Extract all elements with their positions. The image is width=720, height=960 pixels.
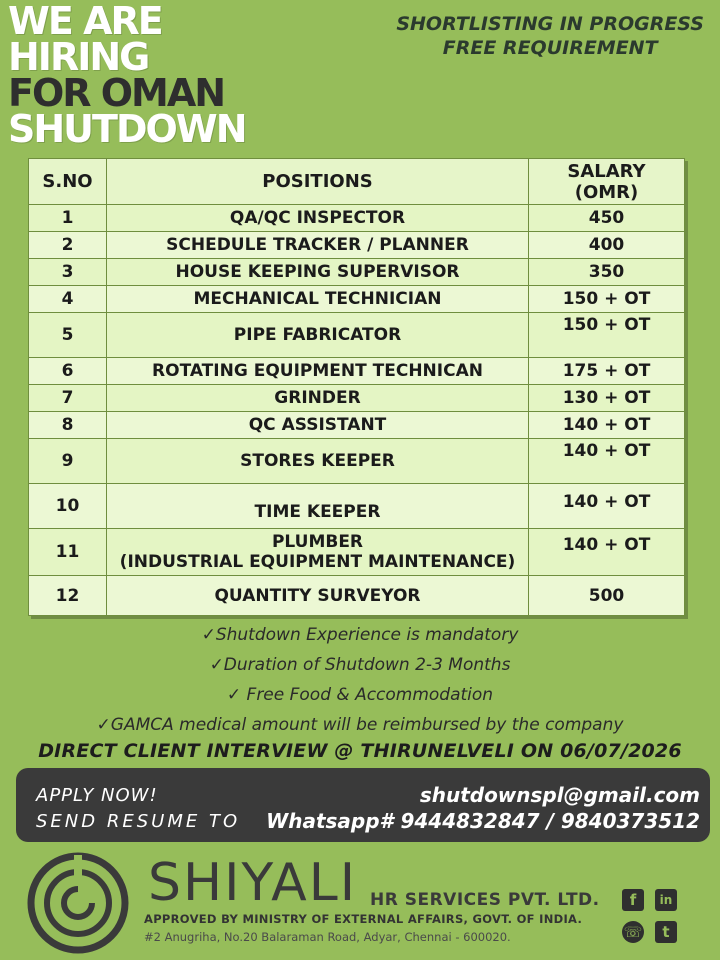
row-position-line-2: (INDUSTRIAL EQUIPMENT MAINTENANCE) xyxy=(119,552,516,572)
company-address: #2 Anugriha, No.20 Balaraman Road, Adyar, Chennai - 600020. xyxy=(144,930,511,944)
row-sno: 8 xyxy=(29,412,107,439)
header-sno: S.NO xyxy=(29,159,107,205)
row-position: QA/QC INSPECTOR xyxy=(107,205,529,232)
note-item: ✓ Free Food & Accommodation xyxy=(226,685,494,705)
row-salary: 140 + OT xyxy=(529,412,685,439)
table-row xyxy=(29,358,685,385)
note-item: ✓Shutdown Experience is mandatory xyxy=(201,625,519,645)
row-sno: 3 xyxy=(29,259,107,286)
table-row xyxy=(29,439,685,484)
row-position: TIME KEEPER xyxy=(107,484,529,529)
row-sno: 2 xyxy=(29,232,107,259)
table-row xyxy=(29,205,685,232)
table-row xyxy=(29,259,685,286)
row-position xyxy=(107,529,529,576)
row-sno: 1 xyxy=(29,205,107,232)
company-hr-services: HR SERVICES PVT. LTD. xyxy=(370,890,600,910)
table-row xyxy=(29,385,685,412)
company-brand: SHIYALI xyxy=(148,853,358,913)
interview-info: DIRECT CLIENT INTERVIEW @ THIRUNELVELI ON 06/07/2026 xyxy=(38,740,682,762)
table-header-row xyxy=(29,159,685,205)
row-sno: 10 xyxy=(29,484,107,529)
row-salary: 140 + OT xyxy=(529,484,685,529)
table-row xyxy=(29,286,685,313)
headline-line-4: SHUTDOWN xyxy=(8,107,246,151)
row-salary: 130 + OT xyxy=(529,385,685,412)
row-position: SCHEDULE TRACKER / PLANNER xyxy=(107,232,529,259)
table-row xyxy=(29,412,685,439)
row-salary: 140 + OT xyxy=(529,439,685,484)
row-sno: 12 xyxy=(29,576,107,616)
row-sno: 9 xyxy=(29,439,107,484)
row-sno: 7 xyxy=(29,385,107,412)
row-position: QC ASSISTANT xyxy=(107,412,529,439)
send-resume-label: SEND RESUME TO xyxy=(36,811,241,832)
table-row xyxy=(29,529,685,576)
headline-line-3: FOR OMAN xyxy=(8,71,225,115)
facebook-icon[interactable]: f xyxy=(622,889,644,911)
positions-table xyxy=(28,158,685,616)
note-item: ✓Duration of Shutdown 2-3 Months xyxy=(209,655,511,675)
row-salary: 350 xyxy=(529,259,685,286)
headline-line-2: HIRING xyxy=(8,35,149,79)
email-link[interactable]: shutdownspl@gmail.com xyxy=(419,783,700,807)
header-positions: POSITIONS xyxy=(107,159,529,205)
table-row xyxy=(29,576,685,616)
whatsapp-icon[interactable]: ☏ xyxy=(623,923,643,941)
row-position: HOUSE KEEPING SUPERVISOR xyxy=(107,259,529,286)
note-item: ✓GAMCA medical amount will be reimbursed by the company xyxy=(96,715,624,735)
top-note-line-2: FREE REQUIREMENT xyxy=(442,37,658,59)
row-position: STORES KEEPER xyxy=(107,439,529,484)
row-sno: 4 xyxy=(29,286,107,313)
row-sno: 11 xyxy=(29,529,107,576)
row-salary: 175 + OT xyxy=(529,358,685,385)
header-salary xyxy=(529,159,685,205)
company-approval: APPROVED BY MINISTRY OF EXTERNAL AFFAIRS, GOVT. OF INDIA. xyxy=(144,912,583,926)
table-row xyxy=(29,232,685,259)
row-position: QUANTITY SURVEYOR xyxy=(107,576,529,616)
row-salary: 500 xyxy=(529,576,685,616)
row-salary: 140 + OT xyxy=(529,529,685,576)
linkedin-icon[interactable]: in xyxy=(655,889,677,911)
whatsapp-numbers[interactable]: Whatsapp# 9444832847 / 9840373512 xyxy=(266,809,700,833)
headline-line-1: WE ARE xyxy=(8,0,162,43)
row-salary: 150 + OT xyxy=(529,313,685,358)
top-note-line-1: SHORTLISTING IN PROGRESS xyxy=(396,13,704,35)
twitter-icon[interactable]: t xyxy=(655,921,677,943)
apply-box xyxy=(16,768,710,842)
row-salary: 450 xyxy=(529,205,685,232)
apply-now-label: APPLY NOW! xyxy=(36,785,158,806)
requirements-notes xyxy=(0,620,720,740)
header-salary-line-1: SALARY xyxy=(567,160,646,182)
row-sno: 5 xyxy=(29,313,107,358)
row-sno: 6 xyxy=(29,358,107,385)
row-position: GRINDER xyxy=(107,385,529,412)
row-salary: 400 xyxy=(529,232,685,259)
row-position: PIPE FABRICATOR xyxy=(107,313,529,358)
row-position: MECHANICAL TECHNICIAN xyxy=(107,286,529,313)
company-logo-icon xyxy=(26,851,130,955)
header-salary-line-2: (OMR) xyxy=(574,181,639,203)
table-row xyxy=(29,484,685,529)
table-row xyxy=(29,313,685,358)
row-salary: 150 + OT xyxy=(529,286,685,313)
row-position-line-1: PLUMBER xyxy=(271,532,364,552)
top-note xyxy=(396,12,704,60)
row-position: ROTATING EQUIPMENT TECHNICAN xyxy=(107,358,529,385)
headline xyxy=(8,0,246,151)
